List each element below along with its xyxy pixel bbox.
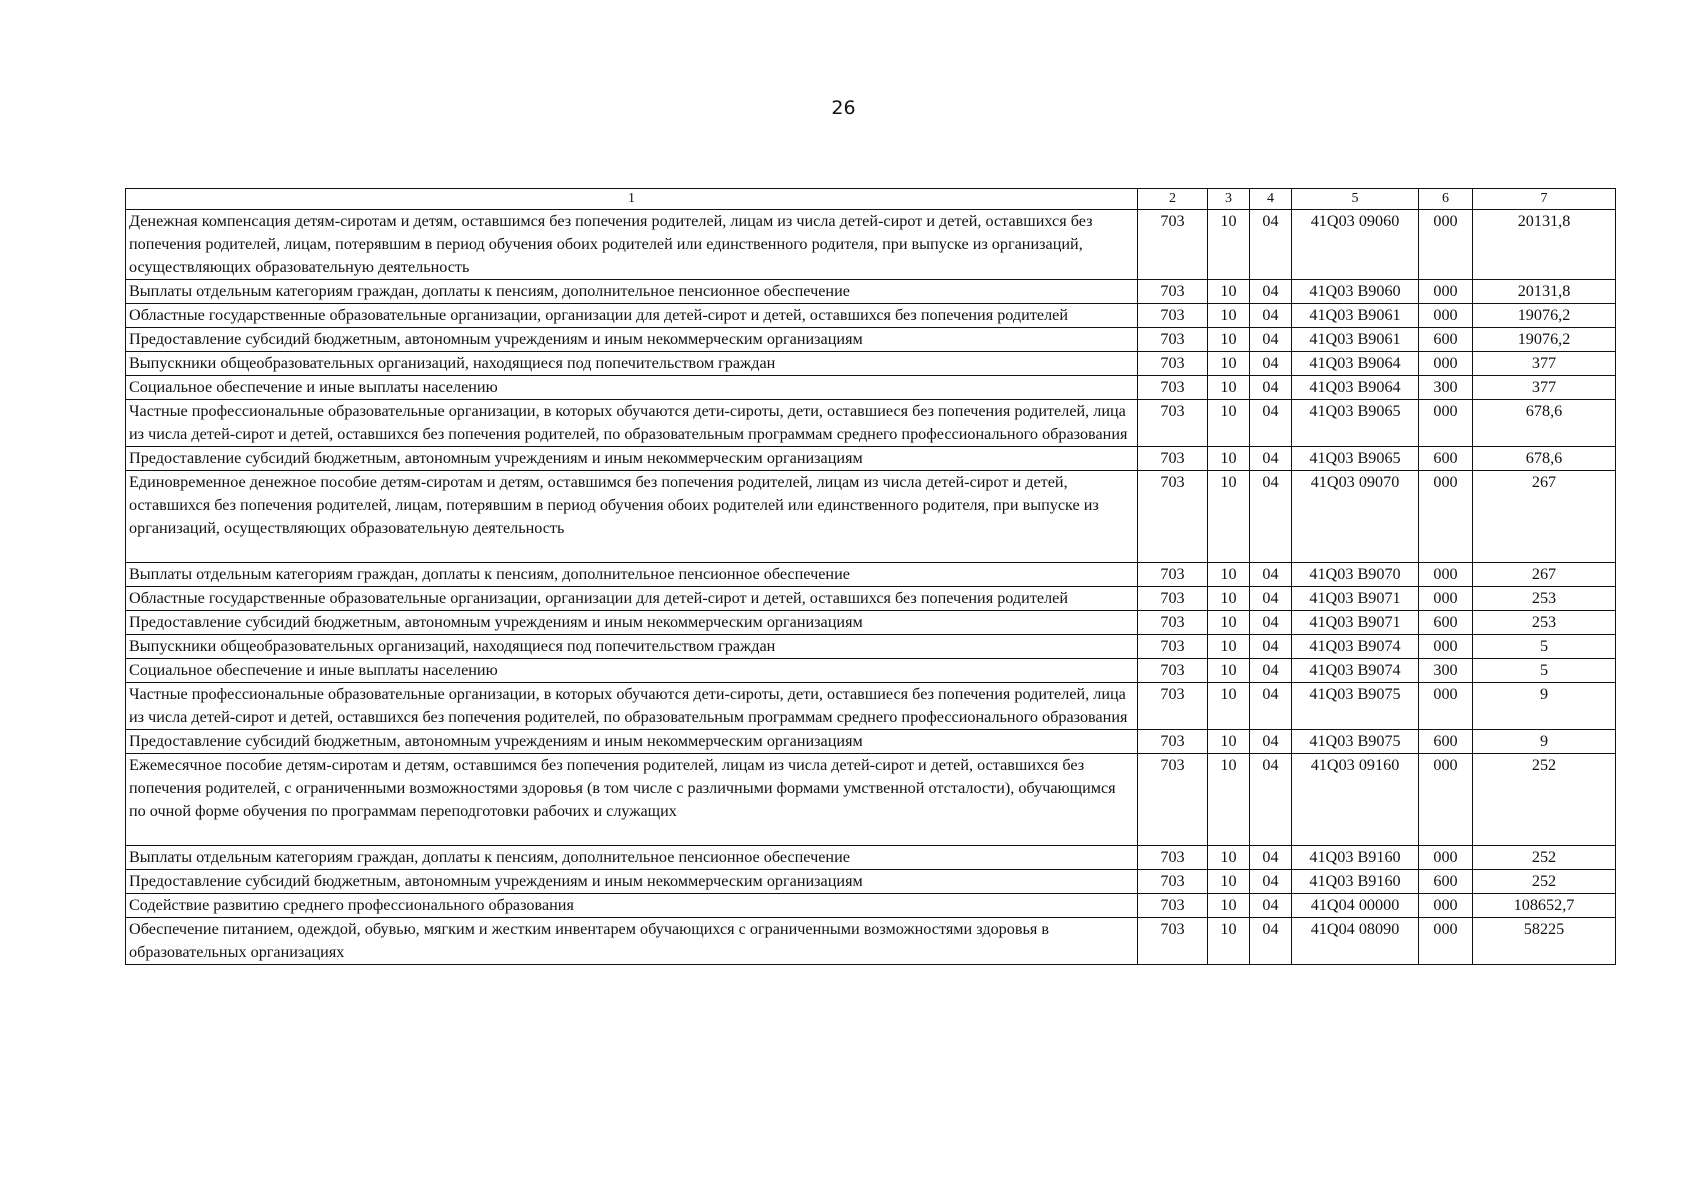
target-article-code: 41Q03 B9075 xyxy=(1292,683,1419,730)
amount-value: 20131,8 xyxy=(1473,210,1616,280)
target-article-code: 41Q03 B9065 xyxy=(1292,447,1419,471)
expense-type-code: 600 xyxy=(1419,328,1473,352)
column-3-value: 10 xyxy=(1208,730,1250,754)
expense-type-code: 000 xyxy=(1419,210,1473,280)
column-2-value: 703 xyxy=(1138,352,1208,376)
header-row xyxy=(126,189,1616,210)
expense-type-code: 000 xyxy=(1419,352,1473,376)
amount-value: 252 xyxy=(1473,846,1616,870)
column-4-value: 04 xyxy=(1250,210,1292,280)
row-description: Частные профессиональные образовательные организации, в которых обучаются дети-сироты, дети, оставшиеся без попечения родителей, лица из числа детей-сирот и детей, оставшихся без попечения родителей, по образовательным программам среднего профессионального образования xyxy=(126,400,1138,447)
column-header-5: 5 xyxy=(1292,189,1419,210)
table-row xyxy=(126,563,1616,587)
column-4-value: 04 xyxy=(1250,304,1292,328)
target-article-code: 41Q03 B9160 xyxy=(1292,846,1419,870)
row-description: Предоставление субсидий бюджетным, автономным учреждениям и иным некоммерческим организациям xyxy=(126,730,1138,754)
page-number: 26 xyxy=(831,97,856,119)
column-4-value: 04 xyxy=(1250,683,1292,730)
expense-type-code: 600 xyxy=(1419,611,1473,635)
row-description: Предоставление субсидий бюджетным, автономным учреждениям и иным некоммерческим организациям xyxy=(126,447,1138,471)
column-2-value: 703 xyxy=(1138,730,1208,754)
column-3-value: 10 xyxy=(1208,280,1250,304)
column-3-value: 10 xyxy=(1208,846,1250,870)
amount-value: 5 xyxy=(1473,635,1616,659)
column-2-value: 703 xyxy=(1138,611,1208,635)
amount-value: 108652,7 xyxy=(1473,894,1616,918)
amount-value: 5 xyxy=(1473,659,1616,683)
table-row xyxy=(126,400,1616,447)
column-header-6: 6 xyxy=(1419,189,1473,210)
column-4-value: 04 xyxy=(1250,846,1292,870)
table-row xyxy=(126,280,1616,304)
expense-type-code: 000 xyxy=(1419,846,1473,870)
table-row xyxy=(126,587,1616,611)
amount-value: 267 xyxy=(1473,471,1616,563)
table-row xyxy=(126,870,1616,894)
column-header-7: 7 xyxy=(1473,189,1616,210)
target-article-code: 41Q03 B9071 xyxy=(1292,587,1419,611)
column-2-value: 703 xyxy=(1138,328,1208,352)
table-row xyxy=(126,730,1616,754)
amount-value: 19076,2 xyxy=(1473,304,1616,328)
expense-type-code: 300 xyxy=(1419,376,1473,400)
column-4-value: 04 xyxy=(1250,611,1292,635)
column-3-value: 10 xyxy=(1208,447,1250,471)
column-2-value: 703 xyxy=(1138,659,1208,683)
table-row xyxy=(126,894,1616,918)
column-3-value: 10 xyxy=(1208,754,1250,846)
row-description: Выпускники общеобразовательных организаций, находящиеся под попечительством граждан xyxy=(126,352,1138,376)
amount-value: 252 xyxy=(1473,754,1616,846)
row-description: Выплаты отдельным категориям граждан, доплаты к пенсиям, дополнительное пенсионное обеспечение xyxy=(126,280,1138,304)
row-description: Денежная компенсация детям-сиротам и детям, оставшимся без попечения родителей, лицам из числа детей-сирот и детей, оставшихся без попечения родителей, лицам, потерявшим в период обучения обоих родителей или единственного родителя, при выпуске из организаций, осуществляющих образовательную деятельность xyxy=(126,210,1138,280)
expense-type-code: 000 xyxy=(1419,635,1473,659)
row-description: Содействие развитию среднего профессионального образования xyxy=(126,894,1138,918)
column-4-value: 04 xyxy=(1250,870,1292,894)
target-article-code: 41Q03 B9074 xyxy=(1292,635,1419,659)
table-row xyxy=(126,635,1616,659)
row-description: Предоставление субсидий бюджетным, автономным учреждениям и иным некоммерческим организациям xyxy=(126,328,1138,352)
amount-value: 9 xyxy=(1473,683,1616,730)
table-row xyxy=(126,659,1616,683)
row-description: Областные государственные образовательные организации, организации для детей-сирот и детей, оставшихся без попечения родителей xyxy=(126,304,1138,328)
target-article-code: 41Q03 09160 xyxy=(1292,754,1419,846)
expense-type-code: 000 xyxy=(1419,754,1473,846)
amount-value: 9 xyxy=(1473,730,1616,754)
column-2-value: 703 xyxy=(1138,635,1208,659)
target-article-code: 41Q03 B9064 xyxy=(1292,376,1419,400)
expense-type-code: 000 xyxy=(1419,304,1473,328)
column-2-value: 703 xyxy=(1138,563,1208,587)
column-4-value: 04 xyxy=(1250,447,1292,471)
expense-type-code: 000 xyxy=(1419,563,1473,587)
table-row xyxy=(126,611,1616,635)
column-2-value: 703 xyxy=(1138,376,1208,400)
amount-value: 678,6 xyxy=(1473,447,1616,471)
row-description: Обеспечение питанием, одеждой, обувью, мягким и жестким инвентарем обучающихся с ограниченными возможностями здоровья в образовательных организациях xyxy=(126,918,1138,965)
column-4-value: 04 xyxy=(1250,587,1292,611)
column-4-value: 04 xyxy=(1250,754,1292,846)
target-article-code: 41Q03 B9060 xyxy=(1292,280,1419,304)
table-row xyxy=(126,328,1616,352)
column-2-value: 703 xyxy=(1138,471,1208,563)
column-4-value: 04 xyxy=(1250,471,1292,563)
table-row xyxy=(126,447,1616,471)
column-3-value: 10 xyxy=(1208,894,1250,918)
amount-value: 253 xyxy=(1473,587,1616,611)
column-2-value: 703 xyxy=(1138,894,1208,918)
target-article-code: 41Q03 B9074 xyxy=(1292,659,1419,683)
table-row xyxy=(126,918,1616,965)
target-article-code: 41Q04 08090 xyxy=(1292,918,1419,965)
row-description: Частные профессиональные образовательные организации, в которых обучаются дети-сироты, дети, оставшиеся без попечения родителей, лица из числа детей-сирот и детей, оставшихся без попечения родителей, по образовательным программам среднего профессионального образования xyxy=(126,683,1138,730)
expense-type-code: 600 xyxy=(1419,447,1473,471)
amount-value: 377 xyxy=(1473,352,1616,376)
amount-value: 267 xyxy=(1473,563,1616,587)
expense-type-code: 000 xyxy=(1419,587,1473,611)
amount-value: 377 xyxy=(1473,376,1616,400)
column-4-value: 04 xyxy=(1250,563,1292,587)
row-description: Единовременное денежное пособие детям-сиротам и детям, оставшимся без попечения родителей, лицам из числа детей-сирот и детей, оставшихся без попечения родителей, лицам, потерявшим в период обучения обоих родителей или единственного родителя, при выпуске из организаций, осуществляющих образовательную деятельность xyxy=(126,471,1138,563)
row-description: Социальное обеспечение и иные выплаты населению xyxy=(126,659,1138,683)
column-3-value: 10 xyxy=(1208,210,1250,280)
target-article-code: 41Q03 B9065 xyxy=(1292,400,1419,447)
table-row xyxy=(126,304,1616,328)
column-2-value: 703 xyxy=(1138,400,1208,447)
row-description: Областные государственные образовательные организации, организации для детей-сирот и детей, оставшихся без попечения родителей xyxy=(126,587,1138,611)
expense-type-code: 600 xyxy=(1419,870,1473,894)
column-3-value: 10 xyxy=(1208,304,1250,328)
expense-type-code: 000 xyxy=(1419,918,1473,965)
amount-value: 19076,2 xyxy=(1473,328,1616,352)
column-4-value: 04 xyxy=(1250,730,1292,754)
target-article-code: 41Q03 B9061 xyxy=(1292,304,1419,328)
column-2-value: 703 xyxy=(1138,754,1208,846)
expense-type-code: 000 xyxy=(1419,894,1473,918)
table-row xyxy=(126,846,1616,870)
target-article-code: 41Q03 B9071 xyxy=(1292,611,1419,635)
target-article-code: 41Q03 B9070 xyxy=(1292,563,1419,587)
amount-value: 20131,8 xyxy=(1473,280,1616,304)
expense-type-code: 000 xyxy=(1419,683,1473,730)
column-4-value: 04 xyxy=(1250,328,1292,352)
target-article-code: 41Q03 09070 xyxy=(1292,471,1419,563)
column-2-value: 703 xyxy=(1138,870,1208,894)
column-3-value: 10 xyxy=(1208,587,1250,611)
row-description: Социальное обеспечение и иные выплаты населению xyxy=(126,376,1138,400)
column-3-value: 10 xyxy=(1208,376,1250,400)
table-row xyxy=(126,683,1616,730)
target-article-code: 41Q03 B9075 xyxy=(1292,730,1419,754)
column-4-value: 04 xyxy=(1250,635,1292,659)
column-3-value: 10 xyxy=(1208,611,1250,635)
column-3-value: 10 xyxy=(1208,352,1250,376)
column-3-value: 10 xyxy=(1208,563,1250,587)
target-article-code: 41Q03 B9160 xyxy=(1292,870,1419,894)
column-4-value: 04 xyxy=(1250,659,1292,683)
target-article-code: 41Q03 B9064 xyxy=(1292,352,1419,376)
row-description: Предоставление субсидий бюджетным, автономным учреждениям и иным некоммерческим организациям xyxy=(126,870,1138,894)
amount-value: 252 xyxy=(1473,870,1616,894)
row-description: Выплаты отдельным категориям граждан, доплаты к пенсиям, дополнительное пенсионное обеспечение xyxy=(126,846,1138,870)
column-4-value: 04 xyxy=(1250,894,1292,918)
column-4-value: 04 xyxy=(1250,376,1292,400)
column-2-value: 703 xyxy=(1138,587,1208,611)
column-4-value: 04 xyxy=(1250,918,1292,965)
column-3-value: 10 xyxy=(1208,918,1250,965)
row-description: Выплаты отдельным категориям граждан, доплаты к пенсиям, дополнительное пенсионное обеспечение xyxy=(126,563,1138,587)
table-row xyxy=(126,210,1616,280)
column-2-value: 703 xyxy=(1138,210,1208,280)
column-4-value: 04 xyxy=(1250,400,1292,447)
expense-type-code: 000 xyxy=(1419,400,1473,447)
expense-type-code: 000 xyxy=(1419,280,1473,304)
column-header-2: 2 xyxy=(1138,189,1208,210)
column-3-value: 10 xyxy=(1208,471,1250,563)
column-3-value: 10 xyxy=(1208,328,1250,352)
table-row xyxy=(126,754,1616,846)
expense-type-code: 000 xyxy=(1419,471,1473,563)
table-row xyxy=(126,376,1616,400)
row-description: Предоставление субсидий бюджетным, автономным учреждениям и иным некоммерческим организациям xyxy=(126,611,1138,635)
table-row xyxy=(126,471,1616,563)
table-row xyxy=(126,352,1616,376)
row-description: Ежемесячное пособие детям-сиротам и детям, оставшимся без попечения родителей, лицам из числа детей-сирот и детей, оставшихся без попечения родителей, с ограниченными возможностями здоровья (в том числе с различными формами умственной отсталости), обучающимся по очной форме обучения по программам переподготовки рабочих и служащих xyxy=(126,754,1138,846)
column-3-value: 10 xyxy=(1208,870,1250,894)
expense-type-code: 600 xyxy=(1419,730,1473,754)
column-2-value: 703 xyxy=(1138,304,1208,328)
column-header-1: 1 xyxy=(126,189,1138,210)
column-4-value: 04 xyxy=(1250,280,1292,304)
target-article-code: 41Q03 09060 xyxy=(1292,210,1419,280)
row-description: Выпускники общеобразовательных организаций, находящиеся под попечительством граждан xyxy=(126,635,1138,659)
column-2-value: 703 xyxy=(1138,683,1208,730)
column-4-value: 04 xyxy=(1250,352,1292,376)
amount-value: 253 xyxy=(1473,611,1616,635)
target-article-code: 41Q04 00000 xyxy=(1292,894,1419,918)
column-2-value: 703 xyxy=(1138,280,1208,304)
column-2-value: 703 xyxy=(1138,918,1208,965)
target-article-code: 41Q03 B9061 xyxy=(1292,328,1419,352)
amount-value: 58225 xyxy=(1473,918,1616,965)
budget-table xyxy=(125,188,1616,965)
column-header-3: 3 xyxy=(1208,189,1250,210)
expense-type-code: 300 xyxy=(1419,659,1473,683)
column-3-value: 10 xyxy=(1208,400,1250,447)
column-3-value: 10 xyxy=(1208,635,1250,659)
column-3-value: 10 xyxy=(1208,659,1250,683)
column-2-value: 703 xyxy=(1138,447,1208,471)
column-header-4: 4 xyxy=(1250,189,1292,210)
amount-value: 678,6 xyxy=(1473,400,1616,447)
column-2-value: 703 xyxy=(1138,846,1208,870)
column-3-value: 10 xyxy=(1208,683,1250,730)
